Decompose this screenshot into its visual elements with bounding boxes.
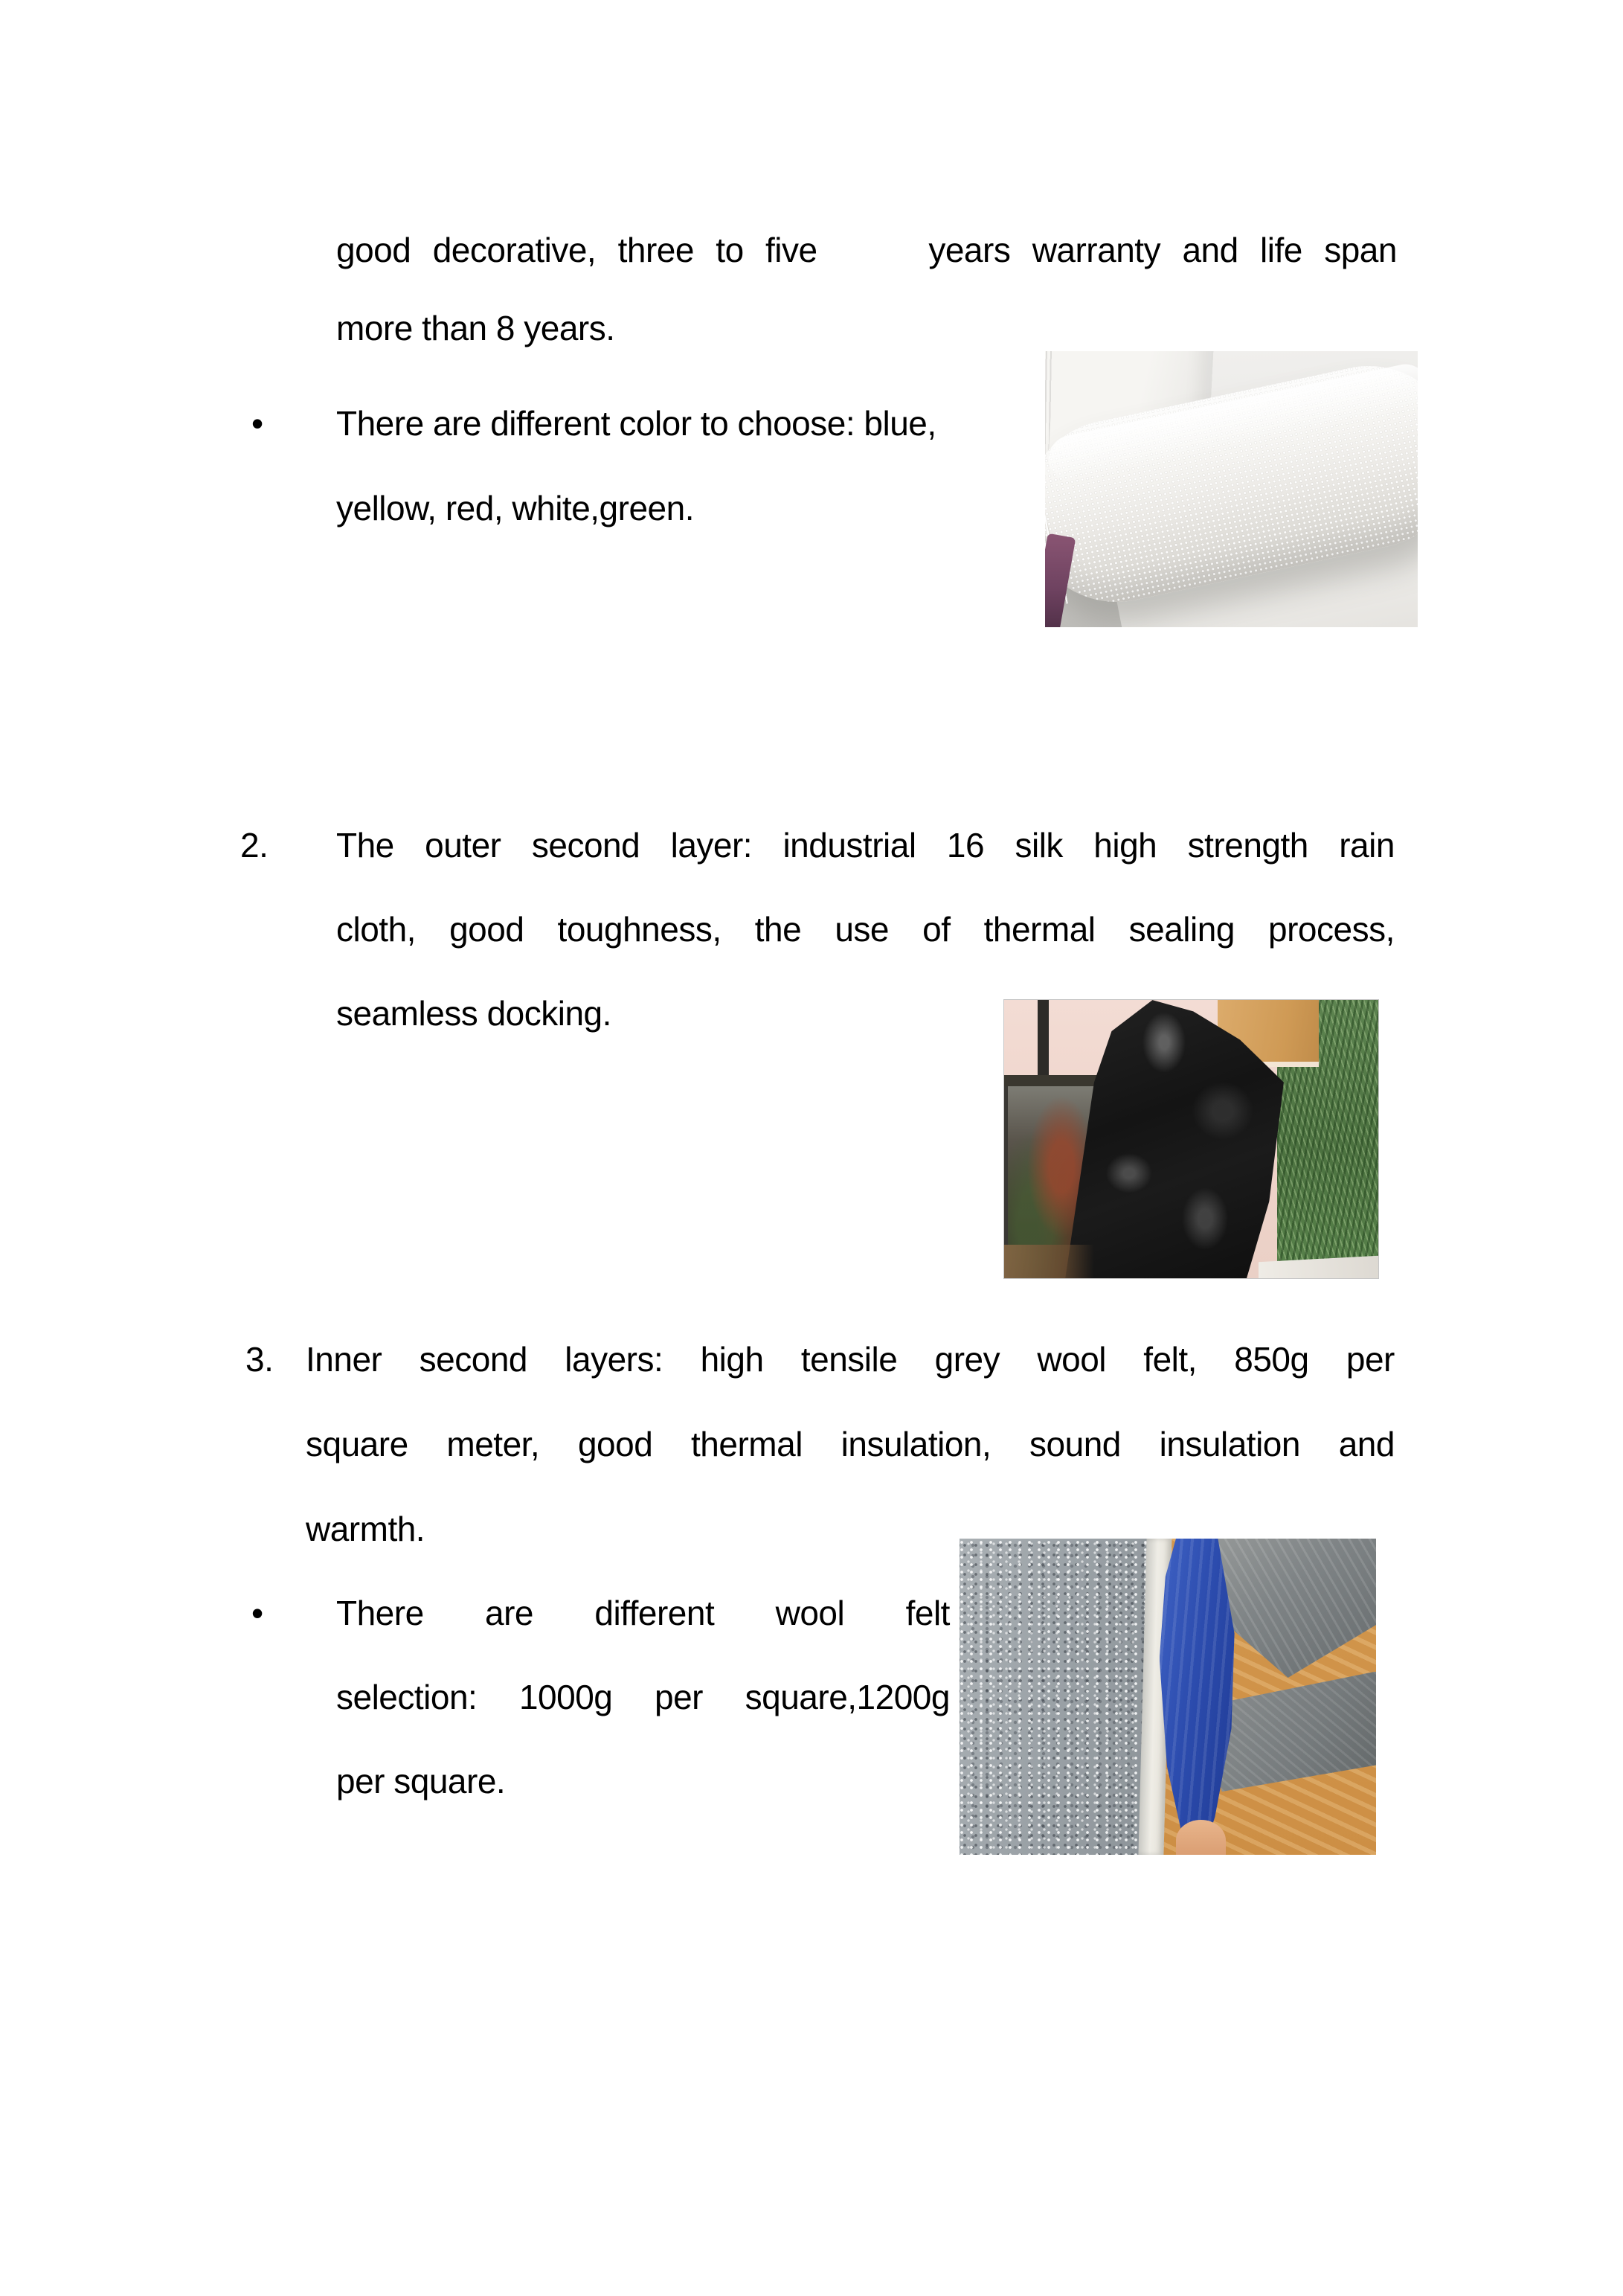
intro-line-1: good decorative, three to five years warranty and life span — [336, 231, 1397, 269]
bullet-felt-line-1: There are different wool felt — [336, 1594, 950, 1632]
item3-line-3: warmth. — [306, 1510, 425, 1548]
wool-felt-photo — [960, 1539, 1376, 1855]
item2-line-2: cloth, good toughness, the use of thermal sealing process, — [336, 910, 1395, 949]
bullet-icon: • — [251, 404, 264, 443]
rain-cloth-photo — [1003, 999, 1379, 1279]
intro-line-2: more than 8 years. — [336, 309, 615, 347]
bullet-felt-line-2: selection: 1000g per square,1200g — [336, 1678, 950, 1716]
fiberglass-cloth-photo — [1045, 351, 1418, 627]
list-number-3: 3. — [245, 1340, 274, 1379]
item2-line-1: The outer second layer: industrial 16 silk high strength rain — [336, 826, 1395, 865]
finger-tip — [1176, 1820, 1226, 1855]
bullet-color-line-2: yellow, red, white,green. — [336, 489, 694, 527]
floor-patch — [1004, 1245, 1094, 1278]
item3-line-2: square meter, good thermal insulation, sound insulation and — [306, 1425, 1395, 1463]
grey-felt-texture — [960, 1539, 1151, 1855]
item2-line-3: seamless docking. — [336, 994, 611, 1033]
bullet-color-line-1: There are different color to choose: blue, — [336, 404, 936, 443]
item3-line-1: Inner second layers: high tensile grey wool felt, 850g per — [306, 1340, 1395, 1379]
list-number-2: 2. — [240, 826, 269, 865]
floor-white-strip — [1259, 1256, 1378, 1279]
bullet-icon: • — [251, 1594, 264, 1632]
bullet-felt-line-3: per square. — [336, 1762, 506, 1800]
blue-cloth-strip — [1160, 1539, 1235, 1855]
